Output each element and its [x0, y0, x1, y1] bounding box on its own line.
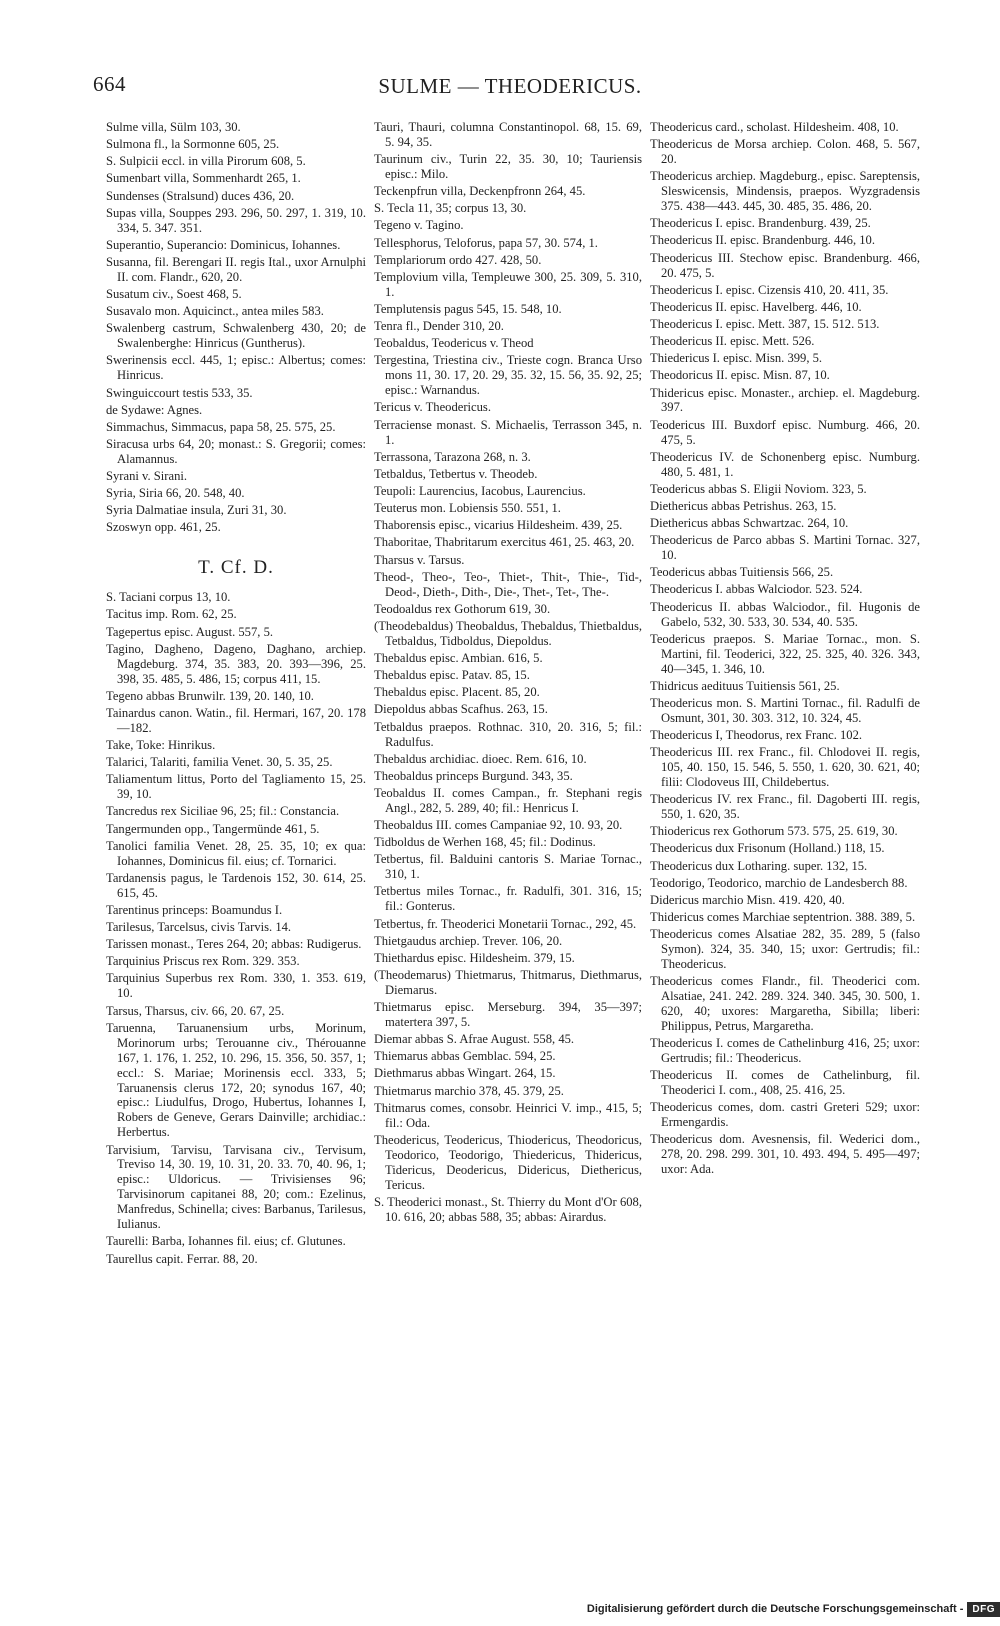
index-entry: Diethericus abbas Petrishus. 263, 15. — [650, 498, 837, 513]
index-entry: Teodericus III. Buxdorf episc. Numburg. 466, 20. 475, 5. — [650, 417, 920, 447]
index-entry: Tetbertus, fr. Theoderici Monetarii Tornac., 292, 45. — [374, 916, 637, 931]
index-entry: Thietgaudus archiep. Trever. 106, 20. — [374, 933, 563, 948]
index-entry: Tetbertus miles Tornac., fr. Radulfi, 301. 316, 15; fil.: Gonterus. — [374, 884, 642, 914]
index-entry: Tarquinius Superbus rex Rom. 330, 1. 353. 619, 10. — [106, 971, 366, 1001]
index-entry: Diethericus abbas Schwartzac. 264, 10. — [650, 516, 849, 531]
index-entry: Theodericus archiep. Magdeburg., episc. Sareptensis, Sleswicensis, Mindensis, praepos. Wyzgradensis 375. 438—443. 445, 30. 485, 35. 486, 20. — [650, 169, 920, 214]
index-entry: Thebaldus archidiac. dioec. Rem. 616, 10. — [374, 751, 587, 766]
index-entry: Syrani v. Sirani. — [106, 469, 188, 484]
index-entry: Theodericus I. comes de Cathelinburg 416, 25; uxor: Gertrudis; fil.: Theodericus. — [650, 1036, 920, 1066]
index-entry: Tagepertus episc. August. 557, 5. — [106, 624, 274, 639]
index-entry: Theodericus dux Lotharing. super. 132, 15. — [650, 858, 868, 873]
index-entry: Teodericus abbas Tuitiensis 566, 25. — [650, 565, 834, 580]
index-entry: Theodericus comes Alsatiae 282, 35. 289, 5 (falso Symon). 324, 35. 340, 15; uxor: Gertrudis; fil.: Theodericus. — [650, 927, 920, 971]
index-entry: Susanna, fil. Berengari II. regis Ital., uxor Arnulphi II. com. Flandr., 620, 20. — [106, 254, 366, 284]
index-entry: Tacitus imp. Rom. 62, 25. — [106, 607, 237, 622]
index-entry: Sulme villa, Sülm 103, 30. — [106, 120, 241, 134]
index-entry: Thiemarus abbas Gemblac. 594, 25. — [374, 1049, 556, 1064]
index-entry: Diepoldus abbas Scafhus. 263, 15. — [374, 702, 548, 717]
index-entry: Swalenberg castrum, Schwalenberg 430, 20; de Swalenberghe: Hinricus (Guntherus). — [106, 321, 366, 351]
index-entry: Tellesphorus, Teloforus, papa 57, 30. 574, 1. — [374, 235, 598, 250]
index-entry: Siracusa urbs 64, 20; monast.: S. Gregorii; comes: Alamannus. — [106, 436, 366, 466]
index-column-3 — [650, 120, 920, 1179]
index-entry: Taurelli: Barba, Iohannes fil. eius; cf. Glutunes. — [106, 1234, 346, 1249]
index-entry: Sumenbart villa, Sommenhardt 265, 1. — [106, 171, 301, 186]
index-entry: Theodericus comes Flandr., fil. Theoderici com. Alsatiae, 241. 242. 289. 324. 340. 345, 30. 500, 1. 620, 40; uxores: Margaretha, Sibilla; liberi: Philippus, Petrus, Margaretha. — [650, 974, 920, 1033]
index-entry: Theodericus I. abbas Walciodor. 523. 524. — [650, 582, 863, 597]
index-entry: Swinguiccourt testis 533, 35. — [106, 385, 253, 400]
index-entry: Thebaldus episc. Ambian. 616, 5. — [374, 651, 543, 665]
index-entry: Theod-, Theo-, Teo-, Thiet-, Thit-, Thie-, Tid-, Deod-, Dieth-, Dith-, Die-, Thet-, Tet-, The-. — [374, 569, 642, 599]
index-entry: Diethmarus abbas Wingart. 264, 15. — [374, 1066, 556, 1081]
index-entry: Syria, Siria 66, 20. 548, 40. — [106, 486, 245, 501]
index-entry: Theodoricus II. episc. Misn. 87, 10. — [650, 368, 830, 383]
index-entry: de Sydawe: Agnes. — [106, 402, 203, 417]
index-entry: Theodericus II. episc. Havelberg. 446, 10. — [650, 299, 862, 314]
index-entry: Thiethardus episc. Hildesheim. 379, 15. — [374, 950, 575, 965]
index-entry: Tarsus, Tharsus, civ. 66, 20. 67, 25. — [106, 1003, 285, 1018]
index-entry: Thidricus aedituus Tuitiensis 561, 25. — [650, 678, 840, 693]
index-entry: Tetbaldus, Tetbertus v. Theodeb. — [374, 466, 538, 481]
index-entry: Tarentinus princeps: Boamundus I. — [106, 902, 283, 917]
index-entry: Thiedericus I. episc. Misn. 399, 5. — [650, 351, 823, 366]
index-entry: Superantio, Superancio: Dominicus, Iohannes. — [106, 237, 341, 252]
index-entry: Tarilesus, Tarcelsus, civis Tarvis. 14. — [106, 920, 292, 935]
index-entry: Theodericus II. abbas Walciodor., fil. Hugonis de Gabelo, 532, 30. 533, 30. 534, 40. 535. — [650, 599, 920, 629]
index-entry: Szoswyn opp. 461, 25. — [106, 520, 221, 535]
index-entry: Diemar abbas S. Afrae August. 558, 45. — [374, 1032, 575, 1047]
index-entry: (Theodebaldus) Theobaldus, Thebaldus, Thietbaldus, Tetbaldus, Tidboldus, Diepoldus. — [374, 618, 642, 648]
index-entry: Theodericus mon. S. Martini Tornac., fil. Radulfi de Osmunt, 301, 30. 303. 312, 10. 324, 45. — [650, 695, 920, 725]
index-entry: Teobaldus II. comes Campan., fr. Stephani regis Angl., 282, 5. 289, 40; fil.: Henricus I. — [374, 785, 642, 815]
index-entry: Take, Toke: Hinrikus. — [106, 738, 216, 753]
index-entry: Tetbaldus praepos. Rothnac. 310, 20. 316, 5; fil.: Radulfus. — [374, 719, 642, 749]
index-entry: Thidericus comes Marchiae septentrion. 388. 389, 5. — [650, 909, 916, 924]
index-entry: Thiodericus rex Gothorum 573. 575, 25. 619, 30. — [650, 824, 898, 839]
index-entry: Taurellus capit. Ferrar. 88, 20. — [106, 1251, 258, 1266]
index-entry: Talarici, Talariti, familia Venet. 30, 5. 35, 25. — [106, 755, 333, 770]
index-entry: Thaborensis episc., vicarius Hildesheim. 439, 25. — [374, 518, 623, 533]
index-entry: Susatum civ., Soest 468, 5. — [106, 287, 242, 302]
index-column-2 — [374, 120, 642, 1227]
index-entry: Theodericus III. Stechow episc. Brandenburg. 466, 20. 475, 5. — [650, 250, 920, 280]
index-entry: Tainardus canon. Watin., fil. Hermari, 167, 20. 178—182. — [106, 705, 366, 735]
index-entry: Teobaldus, Teodericus v. Theod — [374, 336, 534, 351]
index-entry: Theodericus IV. rex Franc., fil. Dagoberti III. regis, 550, 1. 620, 35. — [650, 792, 920, 822]
index-entry: Theobaldus princeps Burgund. 343, 35. — [374, 768, 573, 783]
index-entry: Theodericus comes, dom. castri Greteri 529; uxor: Ermengardis. — [650, 1100, 920, 1130]
index-entry: Theobaldus III. comes Campaniae 92, 10. 93, 20. — [374, 818, 623, 833]
index-entry: Teckenpfrun villa, Deckenpfronn 264, 45. — [374, 184, 586, 199]
index-entry: Syria Dalmatiae insula, Zuri 31, 30. — [106, 503, 287, 518]
index-entry: Susavalo mon. Aquicinct., antea miles 583. — [106, 304, 324, 319]
index-entry: Tagino, Dagheno, Dageno, Daghano, archiep. Magdeburg. 374, 35. 383, 20. 393—396, 25. 398, 35. 485, 5. 486, 15; corpus 411, 15. — [106, 641, 366, 686]
index-entry: Theodericus I. episc. Cizensis 410, 20. 411, 35. — [650, 282, 889, 297]
index-entry: Thietmarus marchio 378, 45. 379, 25. — [374, 1083, 564, 1098]
index-entry: Templariorum ordo 427. 428, 50. — [374, 252, 542, 267]
index-entry: Thaboritae, Thabritarum exercitus 461, 25. 463, 20. — [374, 535, 635, 550]
index-entry: Tarissen monast., Teres 264, 20; abbas: Rudigerus. — [106, 937, 362, 952]
index-entry: S. Sulpicii eccl. in villa Pirorum 608, 5. — [106, 154, 306, 169]
index-entry: Theodericus I. episc. Mett. 387, 15. 512. 513. — [650, 316, 880, 331]
index-entry: Tegeno v. Tagino. — [374, 218, 464, 233]
index-entry: Theodericus I, Theodorus, rex Franc. 102. — [650, 727, 863, 742]
index-entry: Tangermunden opp., Tangermünde 461, 5. — [106, 821, 320, 836]
index-entry: S. Taciani corpus 13, 10. — [106, 590, 231, 605]
index-entry: Templovium villa, Templeuwe 300, 25. 309, 5. 310, 1. — [374, 269, 642, 299]
index-entry: Teodoaldus rex Gothorum 619, 30. — [374, 601, 551, 616]
index-entry: Tarquinius Priscus rex Rom. 329. 353. — [106, 954, 300, 969]
index-entry: Theodericus II. episc. Brandenburg. 446, 10. — [650, 233, 875, 248]
index-entry: Taliamentum littus, Porto del Tagliamento 15, 25. 39, 10. — [106, 772, 366, 802]
index-entry: Taruenna, Taruanensium urbs, Morinum, Morinorum urbs; Terouanne civ., Thérouanne 167, 1. 176, 1. 252, 10. 296, 15. 356, 50. 357, 1; eccl.: S. Mariae; Morinensis eccl. 333, 5; Taruanensis clerus 172, 20; synodus 167, 40; episc.: Liudulfus, Drogo, Hubertus, Iohannes I, Robers de Geneve, Gerars Dainville; archidiac.: Herbertus. — [106, 1020, 366, 1140]
index-entry: Simmachus, Simmacus, papa 58, 25. 575, 25. — [106, 419, 336, 434]
index-entry: Tauri, Thauri, columna Constantinopol. 68, 15. 69, 5. 94, 35. — [374, 120, 642, 149]
index-entry: Theodericus dom. Avesnensis, fil. Wederici dom., 278, 20. 298. 299. 301, 10. 493. 494, 5. 495—497; uxor: Ada. — [650, 1132, 920, 1177]
dfg-logo: DFG — [967, 1602, 1000, 1617]
index-entry: Sundenses (Stralsund) duces 436, 20. — [106, 188, 295, 203]
index-entry: Swerinensis eccl. 445, 1; episc.: Albertus; comes: Hinricus. — [106, 353, 366, 383]
index-entry: Sulmona fl., la Sormonne 605, 25. — [106, 137, 280, 152]
index-entry: Theodericus de Morsa archiep. Colon. 468, 5. 567, 20. — [650, 137, 920, 167]
index-entry: Tetbertus, fil. Balduini cantoris S. Mariae Tornac., 310, 1. — [374, 852, 642, 882]
index-entry: Thitmarus comes, consobr. Heinrici V. imp., 415, 5; fil.: Oda. — [374, 1100, 642, 1130]
index-entry: Theodericus de Parco abbas S. Martini Tornac. 327, 10. — [650, 533, 920, 563]
index-entry: Tanolici familia Venet. 28, 25. 35, 10; ex qua: Iohannes, Dominicus fil. eius; cf. Tornarici. — [106, 838, 366, 868]
running-head: SULME — THEODERICUS. — [378, 74, 642, 98]
index-entry: Tharsus v. Tarsus. — [374, 552, 465, 567]
index-entry: Tergestina, Triestina civ., Trieste cogn. Branca Urso mons 11, 30. 17, 20. 29, 35. 32, 15. 56, 35. 92, 25; episc.: Warnandus. — [374, 353, 642, 398]
index-entry: Terraciense monast. S. Michaelis, Terrasson 345, n. 1. — [374, 417, 642, 447]
index-entry: Taurinum civ., Turin 22, 35. 30, 10; Tauriensis episc.: Milo. — [374, 152, 642, 182]
index-entry: Tegeno abbas Brunwilr. 139, 20. 140, 10. — [106, 688, 314, 703]
index-entry: Teupoli: Laurencius, Iacobus, Laurencius. — [374, 483, 586, 498]
index-entry: Teodorigo, Teodorico, marchio de Landesberch 88. — [650, 875, 908, 890]
index-entry: Theodericus III. rex Franc., fil. Chlodovei II. regis, 105, 40. 150, 15. 546, 5. 550, 1. 620, 30. 621, 40; filii: Clodoveus III, Childebertus. — [650, 745, 920, 789]
index-entry: Theodericus II. episc. Mett. 526. — [650, 334, 815, 349]
index-entry: Teuterus mon. Lobiensis 550. 551, 1. — [374, 501, 561, 516]
index-entry: Supas villa, Souppes 293. 296, 50. 297, 1. 319, 10. 334, 5. 347. 351. — [106, 205, 366, 235]
index-entry: (Theodemarus) Thietmarus, Thitmarus, Diethmarus, Diemarus. — [374, 967, 642, 997]
index-entry: Teodericus praepos. S. Mariae Tornac., mon. S. Martini, fil. Teoderici, 322, 25. 325, 40. 326. 343, 40—345, 1. 346, 10. — [650, 631, 920, 676]
index-entry: S. Tecla 11, 35; corpus 13, 30. — [374, 201, 527, 216]
section-heading: T. Cf. D. — [198, 557, 274, 579]
index-entry: Teodericus abbas S. Eligii Noviom. 323, 5. — [650, 481, 867, 496]
index-entry: Tancredus rex Siciliae 96, 25; fil.: Constancia. — [106, 804, 340, 819]
index-entry: Theodericus I. episc. Brandenburg. 439, 25. — [650, 216, 871, 231]
index-entry: Tardanensis pagus, le Tardenois 152, 30. 614, 25. 615, 45. — [106, 870, 366, 900]
footer — [587, 1600, 1000, 1618]
index-column-1 — [106, 120, 366, 1269]
index-entry: Didericus marchio Misn. 419. 420, 40. — [650, 892, 845, 907]
index-entry: Theodericus card., scholast. Hildesheim. 408, 10. — [650, 120, 899, 134]
footer-text: Digitalisierung gefördert durch die Deutsche Forschungsgemeinschaft - — [586, 1603, 964, 1615]
index-entry: Tarvisium, Tarvisu, Tarvisana civ., Tervisum, Treviso 14, 30. 19, 10. 31, 20. 33. 70, 40. 96, 1; episc.: Uldoricus. — Trivisienses 96; Tarvisinorum capitanei 88, 20; com.: Ezelinus, Manfredus, Schinella; cives: Barbanus, Tarilesus, Iulianus. — [106, 1142, 366, 1232]
index-entry: Tericus v. Theodericus. — [374, 400, 491, 415]
index-entry: Theodericus, Teodericus, Thiodericus, Theodoricus, Teodorico, Teodorigo, Thiedericus, Thidericus, Tidericus, Deodericus, Didericus, Diethericus, Tericus. — [374, 1132, 642, 1192]
index-entry: Terrassona, Tarazona 268, n. 3. — [374, 449, 531, 464]
index-entry: Thebaldus episc. Placent. 85, 20. — [374, 685, 540, 700]
index-entry: Theodericus II. comes de Cathelinburg, fil. Theoderici I. com., 408, 25. 416, 25. — [650, 1068, 920, 1098]
index-entry: Thietmarus episc. Merseburg. 394, 35—397; matertera 397, 5. — [374, 1000, 642, 1029]
index-entry: Tidboldus de Werhen 168, 45; fil.: Dodinus. — [374, 835, 596, 850]
index-entry: Tenra fl., Dender 310, 20. — [374, 319, 504, 334]
page-number: 664 — [93, 72, 126, 96]
index-entry: Thidericus episc. Monaster., archiep. el. Magdeburg. 397. — [650, 385, 920, 415]
index-entry: S. Theoderici monast., St. Thierry du Mont d'Or 608, 10. 616, 20; abbas 588, 35; abbas: Airardus. — [374, 1194, 642, 1224]
index-entry: Theodericus IV. de Schonenberg episc. Numburg. 480, 5. 481, 1. — [650, 449, 920, 479]
index-entry: Thebaldus episc. Patav. 85, 15. — [374, 668, 530, 683]
index-entry: Templutensis pagus 545, 15. 548, 10. — [374, 301, 562, 316]
index-entry: Theodericus dux Frisonum (Holland.) 118, 15. — [650, 841, 885, 856]
